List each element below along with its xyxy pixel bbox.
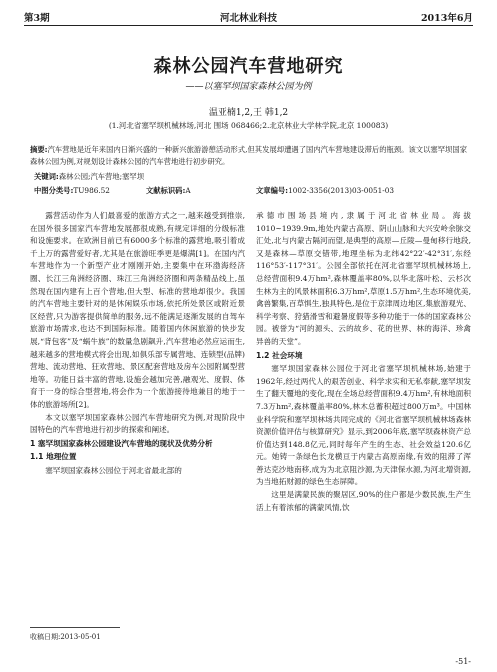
issue-date: 2013年6月 [420, 13, 473, 24]
doc-code-label: 文献标识码: [146, 186, 186, 195]
keywords [34, 172, 467, 182]
body-paragraph: 承德市围场县境内,隶属于河北省林业局。海拔1010~1939.9m,地处内蒙古高原、阴山山脉和大兴安岭余脉交汇处,北与内蒙古隔河而望,是典型的高原—丘陵—曼甸移行地段,又是森林—草原交错带,地理坐标为北纬42°22′-42°31′,东经116°53′-117°31′。公园全部依托在河北省塞罕坝机械林场上,总经营面积9.4万hm²,森林覆盖率80%,以华北落叶松、云杉次生林为主的风景林面积6.3万hm²,草原1.5万hm²,生态环境优美,禽兽繁集,百草惧生,独具特色,是位于京津周边地区,集旅游观光、科学考察、狩猎滑雪和避暑度假等多种功能于一体的国家森林公园。被誉为“河的源头、云的故乡、花的世界、林的海洋、珍禽异兽的天堂”。 [256, 211, 471, 346]
article-number: 1002-3356(2013)03-0051-03 [288, 186, 395, 195]
page-number: -51- [455, 657, 471, 666]
body-paragraph: 露营活动作为人们最喜爱的旅游方式之一,越来越受到推崇,在国外很多国家汽车营地发展都很成熟,有规定详细的分级标准和设施要求。在欧洲目前已有6000多个标准的露营地,吸引着成千上万的露营爱好者,尤其是在旅游旺季更是爆满[1]。在国内汽车营地作为一个新型产业才刚刚开始,主要集中在环渤海经济圈、长江三角洲经济圈、珠江三角洲经济圈和两条精品线上,虽然现在国内建有上百个营地,但大型、标准的营地却很少。我国的汽车营地主要针对的是休闲娱乐市场,依托所处景区或附近景区经营,只为游客提供简单的服务,远不能满足逐渐发展的自驾车旅游市场需求,也达不到国际标准。随着国内休闲旅游的快步发展,“背包客”及“蜗牛族”的数量急剧飙升,汽车营地必然应运而生,越来越多的营地模式将会出现,如俱乐部专属营地、连锁型(品牌)营地、流动营地、狂欢营地、景区配套营地及房车公园附属型营地等。功能日益丰富的营地,设施会越加完善,融观光、度假、体育于一身的综合型营地,将会作为一个旅游接待地兼目的地于一体的旅游场所[2]。 [30, 211, 245, 409]
abstract-label: 摘要: [30, 145, 48, 154]
abstract [30, 144, 467, 168]
clc-code: TU986.52 [73, 186, 110, 195]
section-heading-1-2: 1.2 社会环境 [256, 350, 303, 360]
keywords-text: 森林公园;汽车营地;塞罕坝 [58, 172, 144, 181]
issue-number: 第3期 [24, 13, 50, 24]
right-column [256, 210, 471, 514]
running-header [24, 10, 473, 24]
body-paragraph: 塞罕坝国家森林公园位于河北省塞罕坝机械林场,始建于1962年,经过两代人的艰苦创业、科学求实和无私奉献,塞罕坝发生了翻天覆地的变化,现在全场总经营面积9.4万hm²,有林地面积7.3万hm²,森林覆盖率80%,林木总蓄积超过800万m³。中国林业科学院和塞罕坝林场共同完成的《河北省塞罕坝机械林场森林资源价值评估与核算研究》显示,到2006年底,塞罕坝森林资产总价值达到148.8亿元,同时每年产生的生态、社会效益120.6亿元。她铸一条绿色长龙横亘于内蒙古高原南缘,有效的阻滞了浑善达克沙地南移,成为为北京阻沙源,为天津保水源,为河北增资源,为当地拓财源的绿色生态屏障。 [256, 364, 471, 487]
keywords-label: 关键词: [34, 172, 59, 181]
body-paragraph: 塞罕坝国家森林公园位于河北省最北部的 [45, 465, 182, 475]
footnote-rule [30, 627, 120, 628]
abstract-text: 汽车营地是近年来国内日渐兴盛的一种新兴旅游游憩活动形式,但其发展却遭遇了国内汽车营地建设滞后的瓶颈。该文以塞罕坝国家森林公园为例,对规划设计森林公园的汽车营地进行初步研究。 [30, 145, 467, 166]
journal-name: 河北林业科技 [219, 13, 277, 24]
section-heading-1: 1 塞罕坝国家森林公园建设汽车营地的现状及优势分析 [30, 438, 213, 448]
affiliation-line: (1.河北省塞罕坝机械林场,河北 围场 068466;2.北京林业大学林学院,北京 100083) [108, 121, 389, 130]
author-line: 温亚楠1,2,王 韩1,2 [208, 108, 289, 118]
header-rule [24, 25, 473, 26]
clc-label: 中图分类号: [34, 186, 74, 195]
article-number-label: 文章编号: [256, 186, 289, 195]
received-date: 收稿日期:2013-05-01 [30, 633, 101, 641]
article-title: 森林公园汽车营地研究 [153, 56, 344, 77]
doc-code: A [185, 186, 191, 195]
body-paragraph: 本文以塞罕坝国家森林公园汽车营地研究为例,对现阶段中国特色的汽车营地进行初步的探索和阐述。 [30, 412, 245, 435]
body-paragraph: 这里是满蒙民族的聚居区,90%的住户都是少数民族,生产生活上有着浓郁的满蒙风情,饮 [256, 490, 471, 512]
left-column [30, 210, 245, 477]
article-subtitle: ——以塞罕坝国家森林公园为例 [185, 82, 312, 92]
section-heading-1-1: 1.1 地理位置 [30, 452, 77, 462]
